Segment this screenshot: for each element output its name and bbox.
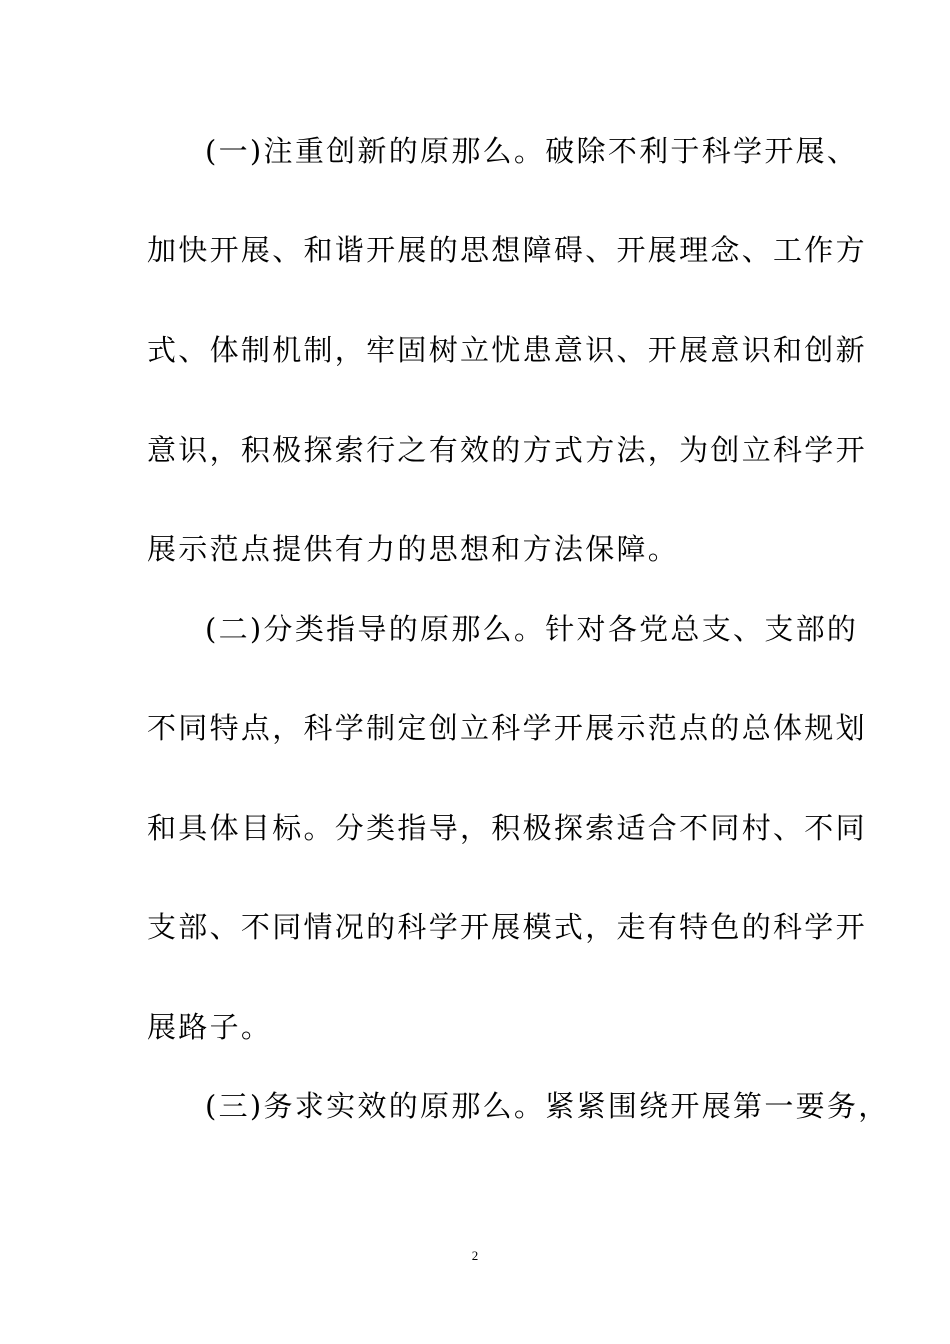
paragraph-2-line-4: 支部、不同情况的科学开展模式，走有特色的科学开 <box>147 910 867 944</box>
page-number: 2 <box>471 1248 479 1263</box>
paragraph-3-line-1: (三)务求实效的原那么。紧紧围绕开展第一要务， <box>205 1089 890 1123</box>
paragraph-1-line-2: 加快开展、和谐开展的思想障碍、开展理念、工作方 <box>147 233 867 267</box>
paragraph-1-line-4: 意识，积极探索行之有效的方式方法，为创立科学开 <box>147 433 867 467</box>
paragraph-1-line-1: (一)注重创新的原那么。破除不利于科学开展、 <box>205 134 859 168</box>
paragraph-2-line-5: 展路子。 <box>147 1010 273 1044</box>
paragraph-1-line-5: 展示范点提供有力的思想和方法保障。 <box>147 532 680 566</box>
paragraph-2-line-3: 和具体目标。分类指导，积极探索适合不同村、不同 <box>147 811 867 845</box>
paragraph-2-line-2: 不同特点，科学制定创立科学开展示范点的总体规划 <box>147 711 867 745</box>
paragraph-2-line-1: (二)分类指导的原那么。针对各党总支、支部的 <box>205 612 859 646</box>
paragraph-1-line-3: 式、体制机制，牢固树立忧患意识、开展意识和创新 <box>147 333 867 367</box>
